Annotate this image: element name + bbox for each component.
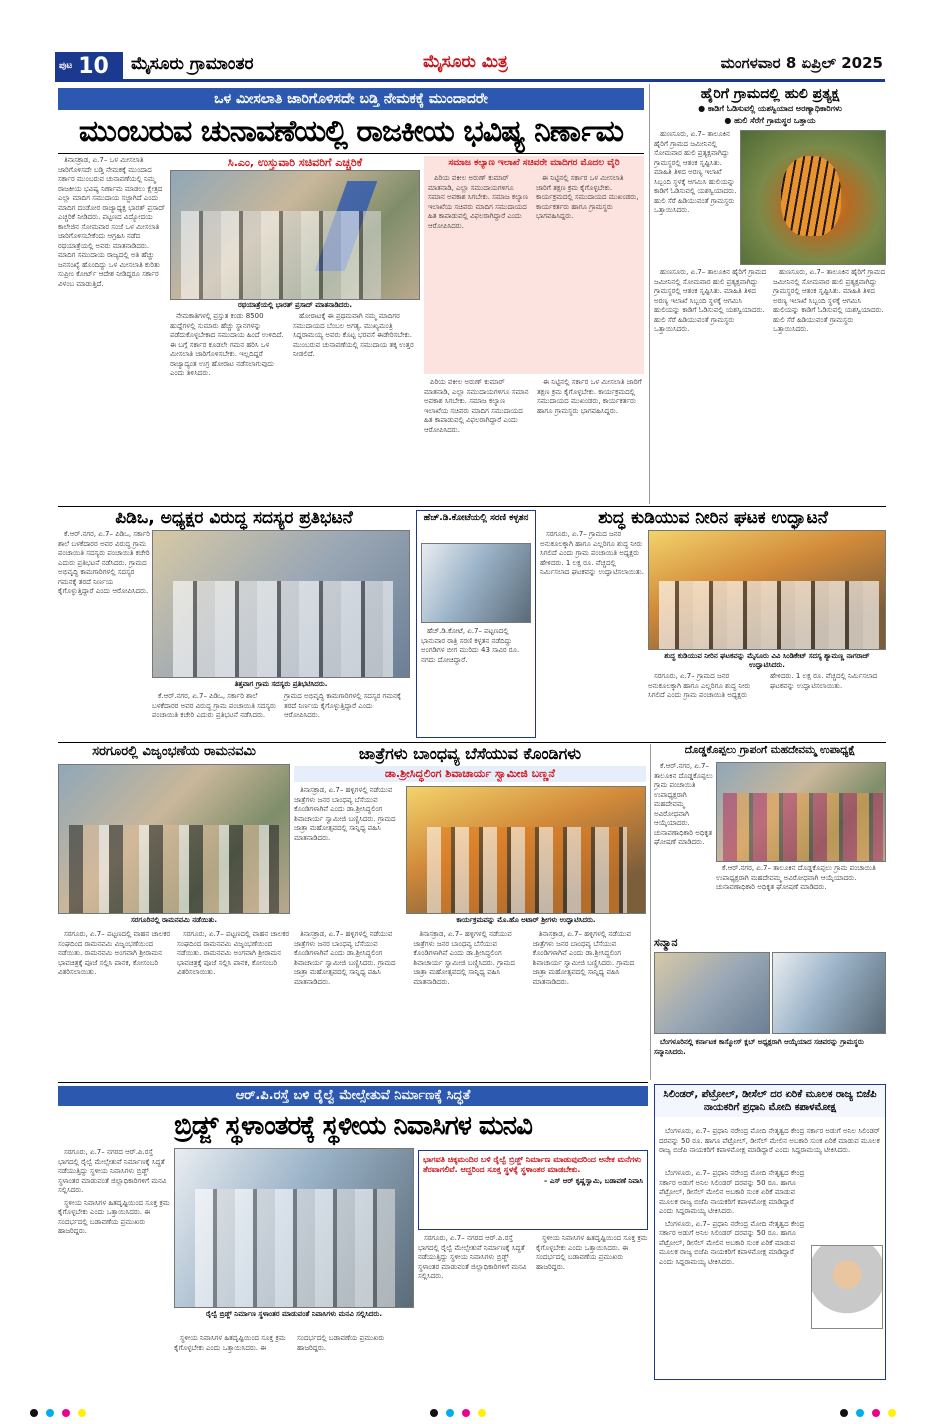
water-headline: ಶುದ್ಧ ಕುಡಿಯುವ ನೀರಿನ ಘಟಕ ಉದ್ಘಾಟನೆ [598,508,828,528]
ramnavami-headline: ಸರಗೂರಲ್ಲಿ ವಿಜೃಂಭಣೆಯ ರಾಮನವಮಿ [92,744,256,759]
tiger-photo [740,130,886,265]
bridge-headline: ಬ್ರಿಡ್ಜ್ ಸ್ಥಳಾಂತರಕ್ಕೆ ಸ್ಥಳೀಯ ನಿವಾಸಿಗಳ ಮನವಿ [174,1111,532,1141]
sanmana-caption: ಬೆಂಗಳೂರಿನಲ್ಲಿ ಕರ್ನಾಟಕ ಕಾಸ್ಮೋಸ್ ಕ್ಲಬ್ ಅಧ್ಯಕ್ಷರಾಗಿ ಆಯ್ಕೆಯಾದ ಸಚಿವರನ್ನು ಗ್ರಾಮಸ್ಥರು ಸನ್ಮಾನಿಸಿದರು. [654,1038,864,1056]
vp-body: ಕೆ.ಆರ್.ನಗರ, ಏ.7– ತಾಲೂಕಿನ ದೊಡ್ಡಕೊಪ್ಪಲು ಗ್ರಾಮ ಪಂಚಾಯಿತಿ ಉಪಾಧ್ಯಕ್ಷರಾಗಿ ಮಹದೇವಮ್ಮ ಅವಿರೋಧವಾಗಿ ಆಯ್ಕೆಯಾದರು. ಚುನಾವಣಾಧಿಕಾರಿ ಅಧಿಕೃತ ಘೋಷಣೆ ಮಾಡಿದರು. [654,762,713,846]
water-photo [648,530,886,650]
ramnavami-body: ಸರಗೂರು, ಏ.7– ಪಟ್ಟಣದಲ್ಲಿ ವಾಹನ ಚಾಲಕರ ಸಂಘದಿಂದ ರಾಮನವಮಿ ವಿಜೃಂಭಣೆಯಿಂದ ನಡೆಯಿತು. ರಾಮನವಮಿ ಅಂಗವಾಗಿ ಶ್ರೀರಾಮನ ಭಾವಚಿತ್ರಕ್ಕೆ ಪೂಜೆ ಸಲ್ಲಿಸಿ ಪಾನಕ, ಕೋಸಂಬರಿ ವಿತರಿಸಲಾಯಿತು. ಸರಗೂರು, ಏ.7– ಪಟ್ಟಣದಲ್ಲಿ ವಾಹನ ಚಾಲಕರ ಸಂಘದಿಂದ ರಾಮನವಮಿ ವಿಜೃಂಭಣೆಯಿಂದ ನಡೆಯಿತು. ರಾಮನವಮಿ ಅಂಗವಾಗಿ ಶ್ರೀರಾಮನ ಭಾವಚಿತ್ರಕ್ಕೆ ಪೂಜೆ ಸಲ್ಲಿಸಿ ಪಾನಕ, ಕೋಸಂಬರಿ ವಿತರಿಸಲಾಯಿತು. [58,930,290,976]
ramnavami-photo [58,764,290,914]
sanmana-photo-2 [772,952,886,1034]
lead-side-title: ಸಮಾಜ ಕಲ್ಯಾಣ ಇಲಾಖೆ ಸಚಿವರೇ ಮಾದಿಗರ ಮೊದಲ ವೈರಿ [448,158,620,168]
lead-headline: ಮುಂಬರುವ ಚುನಾವಣೆಯಲ್ಲಿ ರಾಜಕೀಯ ಭವಿಷ್ಯ ನಿರ್ಣಾಮ [78,114,624,149]
theft-box [416,510,536,738]
fuel-body-more: ಬೆಂಗಳೂರು, ಏ.7– ಪ್ರಧಾನಿ ನರೇಂದ್ರ ಮೋದಿ ನೇತೃತ್ವದ ಕೇಂದ್ರ ಸರ್ಕಾರ ಅಡುಗೆ ಅನಿಲ ಸಿಲಿಂಡರ್ ದರವನ್ನು 50 ರೂ. ಹಾಗೂ ಪೆಟ್ರೋಲ್, ಡೀಸೆಲ್ ಮೇಲಿನ ಅಬಕಾರಿ ಸುಂಕ ಏರಿಕೆ ಮಾಡುವ ಮೂಲಕ ರಾಜ್ಯ ಬಿಜೆಪಿ ನಾಯಕರಿಗೆ ಕಪಾಳಮೋಕ್ಷ ಮಾಡಿದ್ದಾರೆ ಎಂದು ಸಿದ್ದರಾಮಯ್ಯ ಟೀಕಿಸಿದರು. ಬೆಂಗಳೂರು, ಏ.7– ಪ್ರಧಾನಿ ನರೇಂದ್ರ ಮೋದಿ ನೇತೃತ್ವದ ಕೇಂದ್ರ ಸರ್ಕಾರ ಅಡುಗೆ ಅನಿಲ ಸಿಲಿಂಡರ್ ದರವನ್ನು 50 ರೂ. ಹಾಗೂ ಪೆಟ್ರೋಲ್, ಡೀಸೆಲ್ ಮೇಲಿನ ಅಬಕಾರಿ ಸುಂಕ ಏರಿಕೆ ಮಾಡುವ ಮೂಲಕ ರಾಜ್ಯ ಬಿಜೆಪಿ ನಾಯಕರಿಗೆ ಕಪಾಳಮೋಕ್ಷ ಮಾಡಿದ್ದಾರೆ ಎಂದು ಸಿದ್ದರಾಮಯ್ಯ ಟೀಕಿಸಿದರು. [659,1169,805,1266]
divider [58,506,886,507]
lead-photo-caption: ರಥಯಾತ್ರೆಯಲ್ಲಿ ಭಾರತ್ ಪ್ರಸಾದ್ ಮಾತನಾಡಿದರು. [237,301,352,309]
jatre-body: ತಿನಾಸಕ್ರಾಡ, ಏ.7– ಹಳ್ಳಿಗಳಲ್ಲಿ ನಡೆಯುವ ಜಾತ್ರೆಗಳು ಜನರ ಬಾಂಧವ್ಯ ಬೆಸೆಯುವ ಕೊಂಡಿಗಳಾಗಿವೆ ಎಂದು ಡಾ.ಶ್ರೀಸಿದ್ಧಲಿಂಗ ಶಿವಾಚಾರ್ಯ ಸ್ವಾಮೀಜಿ ಬಣ್ಣಿಸಿದರು. ಗ್ರಾಮದ ಜಾತ್ರಾ ಮಹೋತ್ಸವದಲ್ಲಿ ಸಾನ್ನಿಧ್ಯ ವಹಿಸಿ ಮಾತನಾಡಿದರು. [294,786,396,842]
page-number-tag [55,52,123,80]
lead-body-col3: ಹೋರಾಟಕ್ಕೆ ಈ ಪ್ರಥಮವಾಗಿ ನಮ್ಮ ಮಾದಿಗರ ಸಮುದಾಯದ ಬೆಂಬಲ ಅಗತ್ಯ. ಮುಖ್ಯಮಂತ್ರಿ ಸಿದ್ದರಾಮಯ್ಯ ಅವರು ಕೊಟ್ಟ ಭರವಸೆ ಈಡೇರಿಸಬೇಕು. ಮುಂಬರುವ ಚುನಾವಣೆಯಲ್ಲಿ ಸಮುದಾಯ ತಕ್ಕ ಉತ್ತರ ನೀಡಲಿದೆ. [293,312,414,358]
registration-marks-left [30,1402,94,1421]
page-header [55,52,885,82]
lead-body-col5: ಈ ನಿಟ್ಟಿನಲ್ಲಿ ಸರ್ಕಾರ ಒಳ ಮೀಸಲಾತಿ ಜಾರಿಗೆ ತಕ್ಷಣ ಕ್ರಮ ಕೈಗೊಳ್ಳಬೇಕು. ಕಾರ್ಯಕ್ರಮದಲ್ಲಿ ಸಮುದಾಯದ ಮುಖಂಡರು, ಕಾರ್ಯಕರ್ತರು ಹಾಗೂ ಗ್ರಾಮಸ್ಥರು ಭಾಗವಹಿಸಿದ್ದರು. [536,174,639,220]
page-number: 10 [78,53,109,79]
tiger-bullet-2: ● ಹುಲಿ ಸೆರೆಗೆ ಗ್ರಾಮಸ್ಥರ ಒತ್ತಾಯ [724,116,816,125]
water-body: ಸರಗೂರು, ಏ.7– ಗ್ರಾಮದ ಜನರ ಅನುಕೂಲಕ್ಕಾಗಿ ಹಾಗೂ ಎಲ್ಲರಿಗೂ ಶುದ್ಧ ನೀರು ಸಿಗಲಿದೆ ಎಂದು ಗ್ರಾಮ ಪಂಚಾಯಿತಿ ಅಧ್ಯಕ್ಷರು ಹೇಳಿದರು. 1 ಲಕ್ಷ ರೂ. ವೆಚ್ಚದಲ್ಲಿ ನಿರ್ಮಿಸಲಾದ ಘಟಕವನ್ನು ಉದ್ಘಾಟಿಸಲಾಯಿತು. [540,530,644,576]
bridge-quote-box [418,1150,648,1230]
divider [58,1082,648,1083]
tiger-body: ಹುಣಸೂರು, ಏ.7– ತಾಲೂಕಿನ ಹೈರಿಗೆ ಗ್ರಾಮದ ಜಮೀನಿನಲ್ಲಿ ಸೋಮವಾರ ಹುಲಿ ಪ್ರತ್ಯಕ್ಷವಾಗಿದ್ದು ಗ್ರಾಮಸ್ಥರಲ್ಲಿ ಆತಂಕ ಸೃಷ್ಟಿಸಿತು. ಮಾಹಿತಿ ತಿಳಿದ ಅರಣ್ಯ ಇಲಾಖೆ ಸಿಬ್ಬಂದಿ ಸ್ಥಳಕ್ಕೆ ಆಗಮಿಸಿ ಹುಲಿಯನ್ನು ಕಾಡಿಗೆ ಓಡಿಸುವಲ್ಲಿ ಯಶಸ್ವಿಯಾದರು. ಹುಲಿ ಸೆರೆ ಹಿಡಿಯುವಂತೆ ಗ್ರಾಮಸ್ಥರು ಒತ್ತಾಯಿಸಿದರು. [654,130,737,214]
jatre-photo [406,786,646,914]
registration-marks-center [430,1402,494,1421]
bridge-quote: ಭಾಗವತಿ ಚಿಕ್ಕಮಂದಿರ ಬಳಿ ರೈಲ್ವೆ ಬ್ರಿಡ್ಜ್ ನಿರ್ಮಾಣ ಮಾಡುವುದರಿಂದ ಅನೇಕ ಮನೆಗಳು ತೆರವಾಗಲಿವೆ. ಆದ್ದರಿಂದ ಸೂಕ್ತ ಸ್ಥಳಕ್ಕೆ ಸ್ಥಳಾಂತರ ಮಾಡಬೇಕು. [423,1155,642,1174]
lead-body-col6: ಪಿರಿಯ ವಕೀಲ ಅರುಣ್ ಕುಮಾರ್ ಮಾತನಾಡಿ, ಎಲ್ಲಾ ಸಮುದಾಯಗಳಿಗೂ ಸಮಾನ ಅವಕಾಶ ಸಿಗಬೇಕು. ಸಮಾಜ ಕಲ್ಯಾಣ ಇಲಾಖೆಯ ಸಚಿವರು ಮಾದಿಗ ಸಮುದಾಯದ ಹಿತ ಕಾಪಾಡುವಲ್ಲಿ ವಿಫಲರಾಗಿದ್ದಾರೆ ಎಂದು ಆರೋಪಿಸಿದರು. ಈ ನಿಟ್ಟಿನಲ್ಲಿ ಸರ್ಕಾರ ಒಳ ಮೀಸಲಾತಿ ಜಾರಿಗೆ ತಕ್ಷಣ ಕ್ರಮ ಕೈಗೊಳ್ಳಬೇಕು. ಕಾರ್ಯಕ್ರಮದಲ್ಲಿ ಸಮುದಾಯದ ಮುಖಂಡರು, ಕಾರ್ಯಕರ್ತರು ಹಾಗೂ ಗ್ರಾಮಸ್ಥರು ಭಾಗವಹಿಸಿದ್ದರು. [424,378,642,434]
water-body-more: ಸರಗೂರು, ಏ.7– ಗ್ರಾಮದ ಜನರ ಅನುಕೂಲಕ್ಕಾಗಿ ಹಾಗೂ ಎಲ್ಲರಿಗೂ ಶುದ್ಧ ನೀರು ಸಿಗಲಿದೆ ಎಂದು ಗ್ರಾಮ ಪಂಚಾಯಿತಿ ಅಧ್ಯಕ್ಷರು ಹೇಳಿದರು. 1 ಲಕ್ಷ ರೂ. ವೆಚ್ಚದಲ್ಲಿ ನಿರ್ಮಿಸಲಾದ ಘಟಕವನ್ನು ಉದ್ಘಾಟಿಸಲಾಯಿತು. [648,672,878,699]
lead-body-col4: ಪಿರಿಯ ವಕೀಲ ಅರುಣ್ ಕುಮಾರ್ ಮಾತನಾಡಿ, ಎಲ್ಲಾ ಸಮುದಾಯಗಳಿಗೂ ಸಮಾನ ಅವಕಾಶ ಸಿಗಬೇಕು. ಸಮಾಜ ಕಲ್ಯಾಣ ಇಲಾಖೆಯ ಸಚಿವರು ಮಾದಿಗ ಸಮುದಾಯದ ಹಿತ ಕಾಪಾಡುವಲ್ಲಿ ವಿಫಲರಾಗಿದ್ದಾರೆ ಎಂದು ಆರೋಪಿಸಿದರು. [428,174,529,230]
jatre-headline: ಜಾತ್ರೆಗಳು ಬಾಂಧವ್ಯ ಬೆಸೆಯುವ ಕೊಂಡಿಗಳು [358,744,582,763]
vp-headline: ದೊಡ್ಡಕೊಪ್ಪಲು ಗ್ರಾಪಂಗೆ ಮಹದೇವಮ್ಮ ಉಪಾಧ್ಯಕ್ಷೆ [684,744,856,756]
pdo-headline: ಪಿಡಿಒ, ಅಧ್ಯಕ್ಷರ ವಿರುದ್ಧ ಸದಸ್ಯರ ಪ್ರತಿಭಟನೆ [115,508,353,528]
bridge-caption: ರೈಲ್ವೆ ಬ್ರಿಡ್ಜ್ ನಿರ್ಮಾಣ ಸ್ಥಳಾಂತರ ಮಾಡುವಂತೆ ನಿವಾಸಿಗಳು ಮನವಿ ಸಲ್ಲಿಸಿದರು. [205,1310,382,1318]
lead-side-box [424,156,644,374]
divider [649,84,650,504]
registration-marks-right [840,1402,904,1421]
bridge-quote-author: – ಎಸ್ ಆರ್ ಕೃಷ್ಣಸ್ವಾಮಿ, ಬಡಾವಣೆ ನಿವಾಸಿ [543,1177,643,1185]
bridge-kicker: ಆರ್.ಪಿ.ರಸ್ತೆ ಬಳಿ ರೈಲ್ವೆ ಮೇಲ್ಸೇತುವೆ ನಿರ್ಮಾಣಕ್ಕೆ ಸಿದ್ಧತೆ [58,1086,648,1106]
sanmana-title: ಸನ್ಮಾನ [654,936,678,949]
ramnavami-caption: ಸರಗೂರಿನಲ್ಲಿ ರಾಮನವಮಿ ನಡೆಯಿತು. [130,916,218,924]
modi-photo [811,1245,883,1329]
lead-photo [170,170,420,300]
issue-date: ಮಂಗಳವಾರ 8 ಏಪ್ರಿಲ್ 2025 [720,54,883,72]
jatre-subhead: ಡಾ.ಶ್ರೀಸಿದ್ಧಲಿಂಗ ಶಿವಾಚಾರ್ಯ ಸ್ವಾಮೀಜಿ ಬಣ್ಣನೆ [294,766,646,782]
page-label: ಪುಟ [59,61,73,71]
theft-headline: ಹೆಚ್.ಡಿ.ಕೋಟೆಯಲ್ಲಿ ಸರಣಿ ಕಳ್ಳತನ [423,513,529,523]
theft-photo [421,543,531,623]
divider [58,742,886,743]
masthead-logo: ಮೈಸೂರು ಮಿತ್ರ [423,52,508,72]
section-title: ಮೈಸೂರು ಗ್ರಾಮಾಂತರ [131,54,254,74]
pdo-caption: ತಿತ್ತವಾಗ ಗ್ರಾಮ ಸದಸ್ಯರು ಪ್ರತಿಭಟಿಸಿದರು. [234,680,328,688]
pdo-photo [152,530,410,678]
bridge-body-3: ಸರಗೂರು, ಏ.7– ನಗರದ ಆರ್.ಪಿ.ರಸ್ತೆ ಭಾಗದಲ್ಲಿ ರೈಲ್ವೆ ಮೇಲ್ಸೇತುವೆ ನಿರ್ಮಾಣಕ್ಕೆ ಸಿದ್ಧತೆ ನಡೆಯುತ್ತಿದ್ದು ಸ್ಥಳೀಯ ನಿವಾಸಿಗಳು ಬ್ರಿಡ್ಜ್ ಸ್ಥಳಾಂತರ ಮಾಡುವಂತೆ ಜಿಲ್ಲಾಧಿಕಾರಿಗಳಿಗೆ ಮನವಿ ಸಲ್ಲಿಸಿದರು. ಸ್ಥಳೀಯ ನಿವಾಸಿಗಳ ಹಿತದೃಷ್ಟಿಯಿಂದ ಸೂಕ್ತ ಕ್ರಮ ಕೈಗೊಳ್ಳಬೇಕು ಎಂದು ಒತ್ತಾಯಿಸಿದರು. ಈ ಸಂದರ್ಭದಲ್ಲಿ ಬಡಾವಣೆಯ ಪ್ರಮುಖರು ಹಾಜರಿದ್ದರು. [418,1234,648,1280]
fuel-body: ಬೆಂಗಳೂರು, ಏ.7– ಪ್ರಧಾನಿ ನರೇಂದ್ರ ಮೋದಿ ನೇತೃತ್ವದ ಕೇಂದ್ರ ಸರ್ಕಾರ ಅಡುಗೆ ಅನಿಲ ಸಿಲಿಂಡರ್ ದರವನ್ನು 50 ರೂ. ಹಾಗೂ ಪೆಟ್ರೋಲ್, ಡೀಸೆಲ್ ಮೇಲಿನ ಅಬಕಾರಿ ಸುಂಕ ಏರಿಕೆ ಮಾಡುವ ಮೂಲಕ ರಾಜ್ಯ ಬಿಜೆಪಿ ನಾಯಕರಿಗೆ ಕಪಾಳಮೋಕ್ಷ ಮಾಡಿದ್ದಾರೆ ಎಂದು ಸಿದ್ದರಾಮಯ್ಯ ಟೀಕಿಸಿದರು. [659,1127,880,1154]
pdo-body-more: ಕೆ.ಆರ್.ನಗರ, ಏ.7– ಪಿಡಿಒ, ಸರ್ಕಾರಿ ಶಾಲೆ ಬಳಕೆದಾರರ ಅವರ ವಿರುದ್ಧ ಗ್ರಾಮ ಪಂಚಾಯಿತಿ ಸದಸ್ಯರು ಪಂಚಾಯಿತಿ ಕಚೇರಿ ಎದುರು ಪ್ರತಿಭಟನೆ ನಡೆಸಿದರು. ಗ್ರಾಮದ ಅಭಿವೃದ್ಧಿ ಕಾಮಗಾರಿಗಳಲ್ಲಿ ಸದಸ್ಯರ ಗಮನಕ್ಕೆ ತರದೆ ನಿರ್ಣಯ ಕೈಗೊಳ್ಳುತ್ತಿದ್ದಾರೆ ಎಂದು ಆರೋಪಿಸಿದರು. [152,692,401,719]
lead-body-col1: ತಿನಾಸಕ್ರಾಡ, ಏ.7– ಒಳ ಮೀಸಲಾತಿ ಜಾರಿಗೊಳಿಸದೇ ಬಡ್ತಿ ನೇಮಕಕ್ಕೆ ಮುಂದಾದ ಸರ್ಕಾರ ಮುಂಬರುವ ಚುನಾವಣೆಯಲ್ಲಿ ನಿಮ್ಮ ರಾಜಕೀಯ ಭವಿಷ್ಯ ನಿರ್ಣಾಮ ಮಾಡಲು ಕ್ಷೇತ್ರದ ಎಲ್ಲಾ ಮಾದಿಗ ಸಮುದಾಯ ಸಜ್ಜಾಗಿದೆ ಎಂದು ಮಾದಿಗ ದಂಡೋರ ರಾಜ್ಯಾಧ್ಯಕ್ಷ ಭಾರತ್ ಪ್ರಸಾದ್ ಎಚ್ಚರಿಕೆ ನೀಡಿದರು. ಪಟ್ಟಣದ ವಿದ್ಯೋದಯ ಕಾಲೇಜಿನ ಸೋಮವಾರ ಸಂಜೆ ಒಳ ಮೀಸಲಾತಿ ಜಾರಿಗೊಳಿಸಬೇಕೆಂದು ಆಗ್ರಹಿಸಿ ನಡೆದ ರಥಯಾತ್ರೆಯಲ್ಲಿ ಅವರು ಮಾತನಾಡಿದರು. ಮಾದಿಗ ಸಮುದಾಯ ರಾಜ್ಯದಲ್ಲಿ ಅತಿ ಹೆಚ್ಚು ಜನಸಂಖ್ಯೆ ಹೊಂದಿದ್ದು ಒಳ ಮೀಸಲಾತಿ ಕುರಿತು ಸುಪ್ರೀಂ ಕೋರ್ಟ್ ಆದೇಶ ನೀಡಿದ್ದರೂ ಸರ್ಕಾರ ವಿಳಂಬ ಮಾಡುತ್ತಿದೆ. [58,156,166,288]
fuel-box [654,1084,886,1380]
lead-kicker: ಒಳ ಮೀಸಲಾತಿ ಜಾರಿಗೊಳಿಸದೇ ಬಡ್ತಿ ನೇಮಕಕ್ಕೆ ಮುಂದಾದರೇ [58,88,644,110]
pdo-body: ಕೆ.ಆರ್.ನಗರ, ಏ.7– ಪಿಡಿಒ, ಸರ್ಕಾರಿ ಶಾಲೆ ಬಳಕೆದಾರರ ಅವರ ವಿರುದ್ಧ ಗ್ರಾಮ ಪಂಚಾಯಿತಿ ಸದಸ್ಯರು ಪಂಚಾಯಿತಿ ಕಚೇರಿ ಎದುರು ಪ್ರತಿಭಟನೆ ನಡೆಸಿದರು. ಗ್ರಾಮದ ಅಭಿವೃದ್ಧಿ ಕಾಮಗಾರಿಗಳಲ್ಲಿ ಸದಸ್ಯರ ಗಮನಕ್ಕೆ ತರದೆ ನಿರ್ಣಯ ಕೈಗೊಳ್ಳುತ್ತಿದ್ದಾರೆ ಎಂದು ಆರೋಪಿಸಿದರು. [58,530,150,595]
tiger-bullet-1: ● ಕಾಡಿಗೆ ಓಡಿಸುವಲ್ಲಿ ಯಶಸ್ವಿಯಾದ ಅರಣ್ಯಾಧಿಕಾರಿಗಳು [698,104,842,113]
water-caption: ಶುದ್ಧ ಕುಡಿಯುವ ನೀರಿನ ಘಟಕವನ್ನು ಮೈಸೂರು ವಿವಿ ಸಿಂಡಿಕೇಟ್ ಸದಸ್ಯ ಶ್ಯಾಮಣ್ಣ ನಾಗರಾಜ್ ಉದ್ಘಾಟಿಸಿದರು. [664,652,870,669]
bridge-body-1: ಸರಗೂರು, ಏ.7– ನಗರದ ಆರ್.ಪಿ.ರಸ್ತೆ ಭಾಗದಲ್ಲಿ ರೈಲ್ವೆ ಮೇಲ್ಸೇತುವೆ ನಿರ್ಮಾಣಕ್ಕೆ ಸಿದ್ಧತೆ ನಡೆಯುತ್ತಿದ್ದು ಸ್ಥಳೀಯ ನಿವಾಸಿಗಳು ಬ್ರಿಡ್ಜ್ ಸ್ಥಳಾಂತರ ಮಾಡುವಂತೆ ಜಿಲ್ಲಾಧಿಕಾರಿಗಳಿಗೆ ಮನವಿ ಸಲ್ಲಿಸಿದರು. ಸ್ಥಳೀಯ ನಿವಾಸಿಗಳ ಹಿತದೃಷ್ಟಿಯಿಂದ ಸೂಕ್ತ ಕ್ರಮ ಕೈಗೊಳ್ಳಬೇಕು ಎಂದು ಒತ್ತಾಯಿಸಿದರು. ಈ ಸಂದರ್ಭದಲ್ಲಿ ಬಡಾವಣೆಯ ಪ್ರಮುಖರು ಹಾಜರಿದ್ದರು. [58,1148,170,1235]
theft-body: ಹೆಚ್.ಡಿ.ಕೋಟೆ, ಏ.7– ಪಟ್ಟಣದಲ್ಲಿ ಭಾನುವಾರ ರಾತ್ರಿ ಸರಣಿ ಕಳ್ಳತನ ನಡೆದಿದ್ದು ಅಂಗಡಿಗಳ ಬೀಗ ಮುರಿದು 43 ಸಾವಿರ ರೂ. ನಗದು ದೋಚಿದ್ದಾರೆ. [421,627,520,664]
divider [650,744,651,1080]
divider [58,153,644,154]
lead-body-col2: ನೇಮಕಾತಿಗಳಲ್ಲಿ ಪ್ರಸ್ತುತ ಕಂಡು 8500 ಹುದ್ದೆಗಳಲ್ಲಿ ಸುಮಾರು ಹೆಚ್ಚು ಸ್ಥಾನಗಳನ್ನು ಪಡೆದುಕೊಳ್ಳಬೇಕಾದ ಸಮುದಾಯ ಹಿಂದೆ ಉಳಿದಿದೆ. ಈ ಬಗ್ಗೆ ಸರ್ಕಾರ ಕೂಡಲೇ ಗಮನ ಹರಿಸಿ ಒಳ ಮೀಸಲಾತಿ ಜಾರಿಗೊಳಿಸಬೇಕು. ಇಲ್ಲದಿದ್ದರೆ ರಾಜ್ಯಾದ್ಯಂತ ಉಗ್ರ ಹೋರಾಟ ನಡೆಸಲಾಗುವುದು ಎಂದು ತಿಳಿಸಿದರು. [170,312,284,377]
jatre-body-more: ತಿನಾಸಕ್ರಾಡ, ಏ.7– ಹಳ್ಳಿಗಳಲ್ಲಿ ನಡೆಯುವ ಜಾತ್ರೆಗಳು ಜನರ ಬಾಂಧವ್ಯ ಬೆಸೆಯುವ ಕೊಂಡಿಗಳಾಗಿವೆ ಎಂದು ಡಾ.ಶ್ರೀಸಿದ್ಧಲಿಂಗ ಶಿವಾಚಾರ್ಯ ಸ್ವಾಮೀಜಿ ಬಣ್ಣಿಸಿದರು. ಗ್ರಾಮದ ಜಾತ್ರಾ ಮಹೋತ್ಸವದಲ್ಲಿ ಸಾನ್ನಿಧ್ಯ ವಹಿಸಿ ಮಾತನಾಡಿದರು. ತಿನಾಸಕ್ರಾಡ, ಏ.7– ಹಳ್ಳಿಗಳಲ್ಲಿ ನಡೆಯುವ ಜಾತ್ರೆಗಳು ಜನರ ಬಾಂಧವ್ಯ ಬೆಸೆಯುವ ಕೊಂಡಿಗಳಾಗಿವೆ ಎಂದು ಡಾ.ಶ್ರೀಸಿದ್ಧಲಿಂಗ ಶಿವಾಚಾರ್ಯ ಸ್ವಾಮೀಜಿ ಬಣ್ಣಿಸಿದರು. ಗ್ರಾಮದ ಜಾತ್ರಾ ಮಹೋತ್ಸವದಲ್ಲಿ ಸಾನ್ನಿಧ್ಯ ವಹಿಸಿ ಮಾತನಾಡಿದರು. ತಿನಾಸಕ್ರಾಡ, ಏ.7– ಹಳ್ಳಿಗಳಲ್ಲಿ ನಡೆಯುವ ಜಾತ್ರೆಗಳು ಜನರ ಬಾಂಧವ್ಯ ಬೆಸೆಯುವ ಕೊಂಡಿಗಳಾಗಿವೆ ಎಂದು ಡಾ.ಶ್ರೀಸಿದ್ಧಲಿಂಗ ಶಿವಾಚಾರ್ಯ ಸ್ವಾಮೀಜಿ ಬಣ್ಣಿಸಿದರು. ಗ್ರಾಮದ ಜಾತ್ರಾ ಮಹೋತ್ಸವದಲ್ಲಿ ಸಾನ್ನಿಧ್ಯ ವಹಿಸಿ ಮಾತನಾಡಿದರು. [294,930,635,986]
tiger-headline: ಹೈರಿಗೆ ಗ್ರಾಮದಲ್ಲಿ ಹುಲಿ ಪ್ರತ್ಯಕ್ಷ [700,86,840,102]
tiger-body-more: ಹುಣಸೂರು, ಏ.7– ತಾಲೂಕಿನ ಹೈರಿಗೆ ಗ್ರಾಮದ ಜಮೀನಿನಲ್ಲಿ ಸೋಮವಾರ ಹುಲಿ ಪ್ರತ್ಯಕ್ಷವಾಗಿದ್ದು ಗ್ರಾಮಸ್ಥರಲ್ಲಿ ಆತಂಕ ಸೃಷ್ಟಿಸಿತು. ಮಾಹಿತಿ ತಿಳಿದ ಅರಣ್ಯ ಇಲಾಖೆ ಸಿಬ್ಬಂದಿ ಸ್ಥಳಕ್ಕೆ ಆಗಮಿಸಿ ಹುಲಿಯನ್ನು ಕಾಡಿಗೆ ಓಡಿಸುವಲ್ಲಿ ಯಶಸ್ವಿಯಾದರು. ಹುಲಿ ಸೆರೆ ಹಿಡಿಯುವಂತೆ ಗ್ರಾಮಸ್ಥರು ಒತ್ತಾಯಿಸಿದರು. ಹುಣಸೂರು, ಏ.7– ತಾಲೂಕಿನ ಹೈರಿಗೆ ಗ್ರಾಮದ ಜಮೀನಿನಲ್ಲಿ ಸೋಮವಾರ ಹುಲಿ ಪ್ರತ್ಯಕ್ಷವಾಗಿದ್ದು ಗ್ರಾಮಸ್ಥರಲ್ಲಿ ಆತಂಕ ಸೃಷ್ಟಿಸಿತು. ಮಾಹಿತಿ ತಿಳಿದ ಅರಣ್ಯ ಇಲಾಖೆ ಸಿಬ್ಬಂದಿ ಸ್ಥಳಕ್ಕೆ ಆಗಮಿಸಿ ಹುಲಿಯನ್ನು ಕಾಡಿಗೆ ಓಡಿಸುವಲ್ಲಿ ಯಶಸ್ವಿಯಾದರು. ಹುಲಿ ಸೆರೆ ಹಿಡಿಯುವಂತೆ ಗ್ರಾಮಸ್ಥರು ಒತ್ತಾಯಿಸಿದರು. [654,268,886,333]
vp-body-more: ಕೆ.ಆರ್.ನಗರ, ಏ.7– ತಾಲೂಕಿನ ದೊಡ್ಡಕೊಪ್ಪಲು ಗ್ರಾಮ ಪಂಚಾಯಿತಿ ಉಪಾಧ್ಯಕ್ಷರಾಗಿ ಮಹದೇವಮ್ಮ ಅವಿರೋಧವಾಗಿ ಆಯ್ಕೆಯಾದರು. ಚುನಾವಣಾಧಿಕಾರಿ ಅಧಿಕೃತ ಘೋಷಣೆ ಮಾಡಿದರು. [716,864,876,891]
sanmana-photo-1 [654,952,770,1034]
vp-photo [716,762,886,862]
jatre-caption: ಕಾರ್ಯಕ್ರಮವನ್ನು ಮೊ.ಹೊ ಅಟಾರ್ ಶ್ರೀಗಳು ಉದ್ಘಾಟಿಸಿದರು. [456,916,596,924]
fuel-headline: ಸಿಲಿಂಡರ್, ಪೆಟ್ರೋಲ್, ಡೀಸೆಲ್ ದರ ಏರಿಕೆ ಮೂಲಕ ರಾಜ್ಯ ಬಿಜೆಪಿ ನಾಯಕರಿಗೆ ಪ್ರಧಾನಿ ಮೋದಿ ಕಪಾಳಮೋಕ್ಷ [655,1085,885,1117]
lead-box-title: ಸಿ.ಎಂ, ಉಸ್ತುವಾರಿ ಸಚಿವರಿಗೆ ಎಚ್ಚರಿಕೆ [227,156,363,169]
bridge-photo [174,1148,414,1308]
bridge-body-2: ಸ್ಥಳೀಯ ನಿವಾಸಿಗಳ ಹಿತದೃಷ್ಟಿಯಿಂದ ಸೂಕ್ತ ಕ್ರಮ ಕೈಗೊಳ್ಳಬೇಕು ಎಂದು ಒತ್ತಾಯಿಸಿದರು. ಈ ಸಂದರ್ಭದಲ್ಲಿ ಬಡಾವಣೆಯ ಪ್ರಮುಖರು ಹಾಜರಿದ್ದರು. [174,1334,385,1352]
